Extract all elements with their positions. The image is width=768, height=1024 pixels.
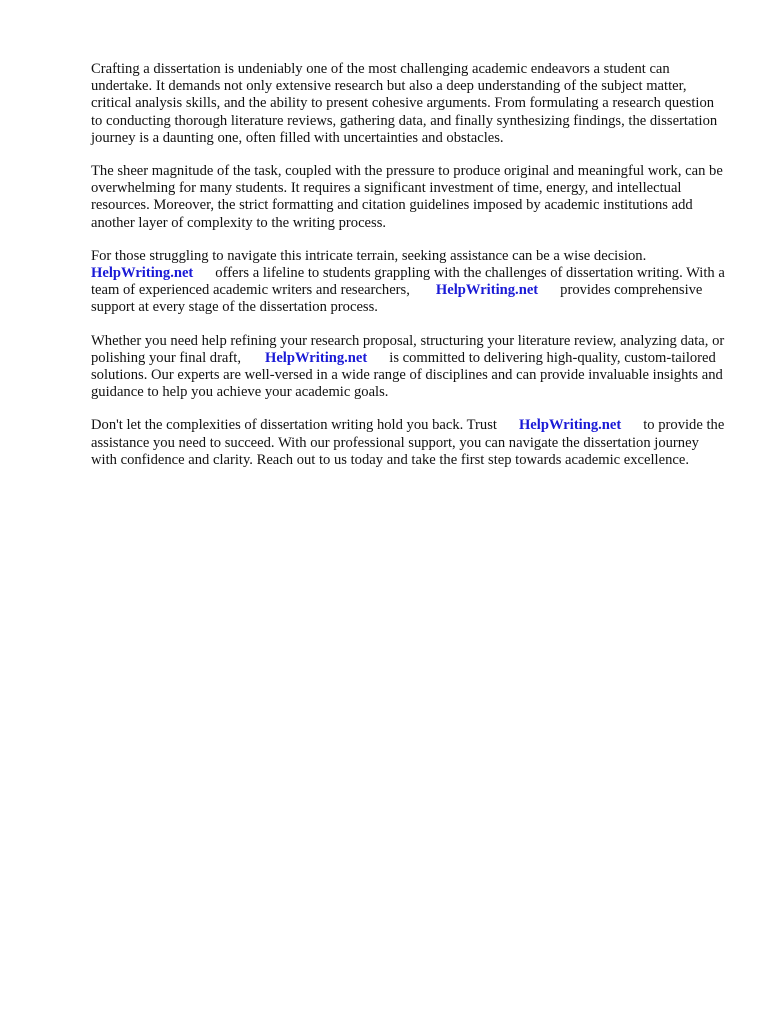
paragraph-magnitude (91, 163, 727, 232)
helpwriting-link[interactable]: HelpWriting.net (435, 282, 539, 299)
paragraph-services (91, 333, 727, 402)
paragraph-text: provides comprehensive support at every stage of the dissertation process. (91, 282, 703, 316)
paragraph-assistance (91, 248, 727, 317)
paragraph-text: Crafting a dissertation is undeniably one of the most challenging academic endeavors a student can undertake. It demands not only extensive research but also a deep understanding of the subject matter, critical analysis skills, and the ability to present cohesive arguments. From formulating a research question to conducting thorough literature reviews, gathering data, and finally synthesizing findings, the dissertation journey is a daunting one, often filled with uncertainties and obstacles. (91, 61, 718, 146)
paragraph-closing (91, 417, 727, 469)
paragraph-text: The sheer magnitude of the task, coupled with the pressure to produce original and meaningful work, can be overwhelming for many students. It requires a significant investment of time, energy, and intellectual resources. Moreover, the strict formatting and citation guidelines imposed by academic institutions add another layer of complexity to the writing process. (91, 163, 723, 231)
document-body (91, 61, 727, 485)
paragraph-text: For those struggling to navigate this intricate terrain, seeking assistance can be a wise decision. (91, 247, 647, 264)
paragraph-text: to provide the assistance you need to succeed. With our professional support, you can navigate the dissertation journey with confidence and clarity. Reach out to us today and take the first step towards academic excellence. (91, 417, 725, 468)
paragraph-text: is committed to delivering high-quality, custom-tailored solutions. Our experts are well-versed in a wide range of disciplines and can provide invaluable insights and guidance to help you achieve your academic goals. (91, 349, 723, 401)
paragraph-text: offers a lifeline to students grappling with the challenges of dissertation writing. With a team of experienced academic writers and researchers, (91, 265, 725, 299)
paragraph-intro (91, 61, 727, 147)
helpwriting-link[interactable]: HelpWriting.net (518, 417, 622, 434)
paragraph-text: Don't let the complexities of dissertation writing hold you back. Trust (91, 417, 497, 434)
helpwriting-link[interactable]: HelpWriting.net (91, 265, 194, 282)
paragraph-text: Whether you need help refining your research proposal, structuring your literature review, analyzing data, or polishing your final draft, (91, 332, 725, 366)
helpwriting-link[interactable]: HelpWriting.net (264, 349, 368, 366)
